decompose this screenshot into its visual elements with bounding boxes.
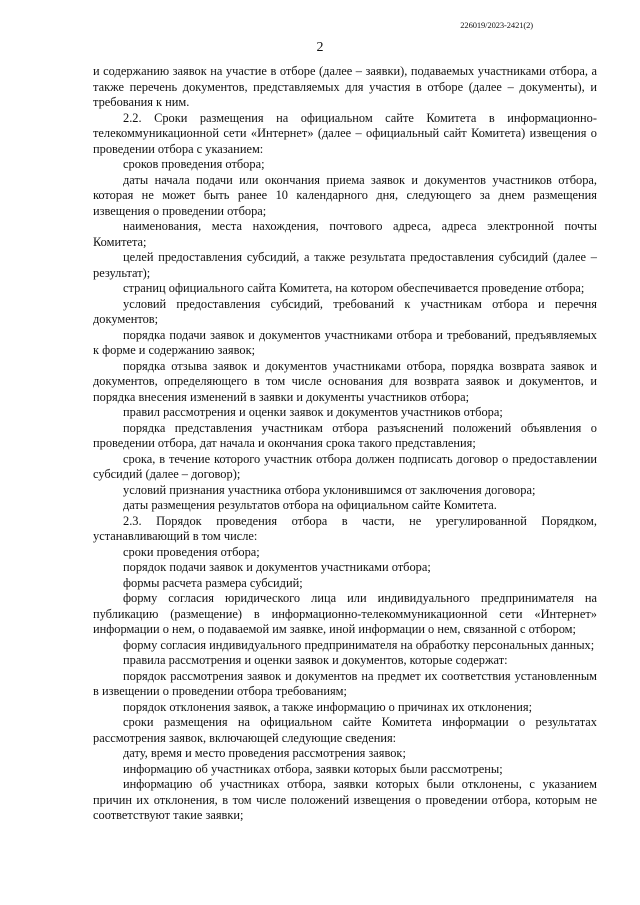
paragraph: порядок подачи заявок и документов участниками отбора; (123, 560, 431, 574)
paragraph: информацию об участниках отбора, заявки которых были отклонены, с указанием причин их отклонения, в том числе положений извещения о проведении отбора, которым не соответствуют такие заявки; (93, 777, 597, 822)
paragraph: форму согласия индивидуального предпринимателя на обработку персональных данных; (123, 637, 595, 652)
paragraph: 2.2. Сроки размещения на официальном сайте Комитета в информационно-телекоммуникационной сети «Интернет» (далее – официальный сайт Комитета) извещения о проведении отбора с указанием: (93, 110, 597, 156)
paragraph: правил рассмотрения и оценки заявок и документов участников отбора; (123, 405, 503, 419)
paragraph: дату, время и место проведения рассмотрения заявок; (123, 746, 406, 760)
paragraph: даты размещения результатов отбора на официальном сайте Комитета. (123, 498, 497, 512)
paragraph: формы расчета размера субсидий; (123, 575, 303, 590)
document-number: 226019/2023-2421(2) (460, 20, 533, 30)
paragraph: наименования, места нахождения, почтового адреса, адреса электронной почты Комитета; (93, 219, 597, 249)
paragraph: сроки размещения на официальном сайте Комитета информации о результатах рассмотрения заявок, включающей следующие сведения: (93, 715, 597, 745)
paragraph: порядок отклонения заявок, а также информацию о причинах их отклонения; (123, 699, 533, 714)
paragraph: 2.3. Порядок проведения отбора в части, не урегулированной Порядком, устанавливающий в том числе: (93, 513, 597, 543)
paragraph: порядок рассмотрения заявок и документов на предмет их соответствия установленным в извещении о проведении отбора требованиям; (93, 668, 597, 698)
paragraph: порядка подачи заявок и документов участниками отбора и требований, предъявляемых к форме и содержанию заявок; (93, 327, 597, 357)
page-number: 2 (316, 40, 324, 55)
paragraph: и содержанию заявок на участие в отборе (далее – заявки), подаваемых участниками отбора, а также перечень документов, представляемых для участия в отборе (далее – документы), и требования к ним. (93, 64, 597, 109)
paragraph: страниц официального сайта Комитета, на котором обеспечивается проведение отбора; (123, 281, 585, 295)
document-body (93, 64, 597, 824)
paragraph: целей предоставления субсидий, а также результата предоставления субсидий (далее – результат); (93, 250, 597, 280)
paragraph: условий признания участника отбора уклонившимся от заключения договора; (123, 482, 536, 497)
paragraph: условий предоставления субсидий, требований к участникам отбора и перечня документов; (93, 296, 597, 326)
paragraph: даты начала подачи или окончания приема заявок и документов участников отбора, которая не может быть ранее 10 календарного дня, следующего за днем размещения извещения о проведении отбора; (93, 172, 597, 218)
paragraph: форму согласия юридического лица или индивидуального предпринимателя на публикацию (размещение) в информационно-телекоммуникационной сети «Интернет» информации о нем, о подаваемой им заявке, иной информации о нем, связанной с отбором; (93, 591, 597, 636)
paragraph: порядка представления участникам отбора разъяснений положений объявления о проведении отбора, дат начала и окончания срока такого представления; (93, 420, 597, 450)
paragraph: порядка отзыва заявок и документов участниками отбора, порядка возврата заявок и документов, определяющего в том числе основания для возврата заявок и документов, и порядка внесения изменений в заявки и документы участников отбора; (93, 358, 597, 404)
paragraph: срока, в течение которого участник отбора должен подписать договор о предоставлении субсидий (далее – договор); (93, 451, 597, 481)
paragraph: сроки проведения отбора; (123, 544, 260, 559)
paragraph: правила рассмотрения и оценки заявок и документов, которые содержат: (123, 653, 508, 667)
paragraph: информацию об участниках отбора, заявки которых были рассмотрены; (123, 761, 503, 776)
paragraph: сроков проведения отбора; (123, 157, 265, 171)
